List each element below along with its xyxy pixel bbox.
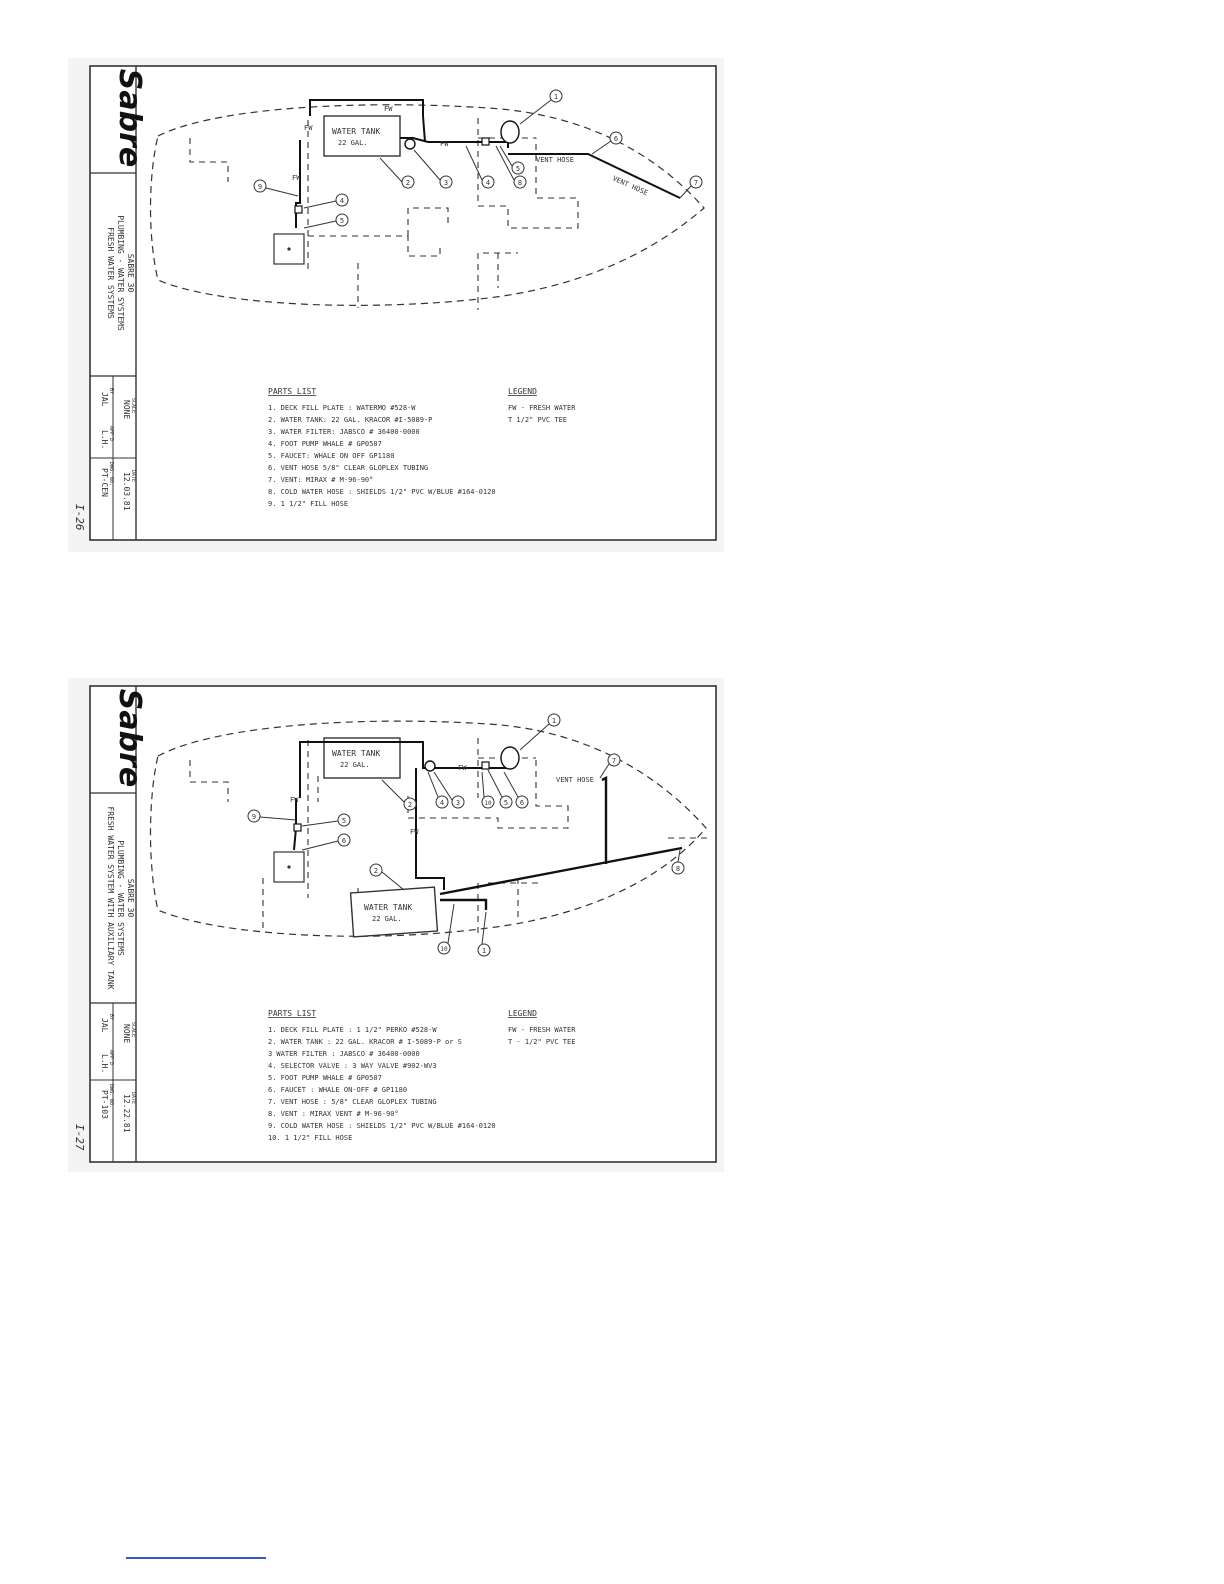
parts-list-item: 2. WATER TANK : 22 GAL. KRACOR # I-5089-P or S bbox=[268, 1038, 462, 1046]
fw-label: FW bbox=[384, 105, 393, 113]
parts-list-item: 10. 1 1/2" FILL HOSE bbox=[268, 1134, 353, 1142]
dwg-label: DWG. NO. bbox=[108, 462, 114, 487]
scale-value: NONE bbox=[122, 400, 131, 420]
drawing-sheet-1 bbox=[68, 58, 724, 552]
svg-text:9: 9 bbox=[251, 813, 257, 821]
sheet-title-line-2: PLUMBING - WATER SYSTEMS bbox=[116, 215, 125, 331]
parts-list-item: 4. SELECTOR VALVE : 3 WAY VALVE #902-WV3 bbox=[268, 1062, 437, 1070]
parts-list-item: 8. COLD WATER HOSE : SHIELDS 1/2" PVC W/BLUE #164-0120 bbox=[268, 488, 496, 496]
vent-hose-label: VENT HOSE bbox=[556, 776, 594, 784]
dwg-label: DWG. NO. bbox=[108, 1084, 114, 1109]
svg-text:5: 5 bbox=[515, 165, 521, 173]
svg-text:1: 1 bbox=[553, 93, 559, 101]
svg-text:2: 2 bbox=[405, 179, 411, 187]
fw-label: FW bbox=[458, 764, 467, 772]
legend-title: LEGEND bbox=[508, 1009, 537, 1018]
water-tank-label: WATER TANK bbox=[332, 127, 381, 136]
svg-text:7: 7 bbox=[693, 179, 699, 187]
pump-symbol bbox=[295, 206, 302, 213]
legend-title: LEGEND bbox=[508, 387, 537, 396]
scale-value: NONE bbox=[122, 1024, 131, 1044]
appd-label: APP'D bbox=[108, 426, 114, 442]
by-value: JAL bbox=[100, 1018, 109, 1033]
svg-text:6: 6 bbox=[341, 837, 347, 845]
svg-text:10: 10 bbox=[484, 800, 492, 807]
parts-list-item: 1. DECK FILL PLATE : WATERMO #528-W bbox=[268, 404, 416, 412]
legend-item: FW - FRESH WATER bbox=[508, 404, 576, 412]
by-label: BY bbox=[108, 1014, 114, 1021]
parts-list-item: 3 WATER FILTER : JABSCO # 36400-0000 bbox=[268, 1050, 420, 1058]
date-label: DATE bbox=[130, 470, 136, 483]
vent-hose-label: VENT HOSE bbox=[611, 174, 650, 198]
brand-logo: Sabre bbox=[112, 68, 147, 168]
by-value: JAL bbox=[100, 392, 109, 407]
sheet-title-line-1: SABRE 30 bbox=[126, 253, 135, 293]
date-value: 12.22.81 bbox=[122, 1094, 131, 1133]
scale-label: SCALE bbox=[130, 398, 136, 414]
filter-symbol bbox=[425, 761, 435, 771]
fw-label: FW bbox=[292, 174, 301, 182]
svg-text:5: 5 bbox=[341, 817, 347, 825]
svg-text:8: 8 bbox=[675, 865, 681, 873]
date-label: DATE bbox=[130, 1092, 136, 1105]
filter-symbol bbox=[405, 139, 415, 149]
appd-value: L.H. bbox=[100, 1054, 109, 1074]
deck-fill-symbol bbox=[501, 121, 519, 143]
brand-logo: Sabre bbox=[112, 688, 147, 788]
drawing-sheet-2 bbox=[68, 678, 724, 1172]
sheet-title-line-3: FRESH WATER SYSTEM WITH AUXILIARY TANK bbox=[106, 806, 115, 990]
auxiliary-tank-capacity: 22 GAL. bbox=[372, 915, 402, 923]
svg-text:2: 2 bbox=[373, 867, 379, 875]
water-tank-label: WATER TANK bbox=[332, 749, 381, 758]
svg-text:9: 9 bbox=[257, 183, 263, 191]
parts-list-item: 5. FOOT PUMP WHALE # GP0507 bbox=[268, 1074, 382, 1082]
svg-text:4: 4 bbox=[339, 197, 345, 205]
legend-item: T 1/2" PVC TEE bbox=[508, 416, 568, 424]
legend-item: FW - FRESH WATER bbox=[508, 1026, 576, 1034]
parts-list-title: PARTS LIST bbox=[268, 1009, 317, 1018]
parts-list-item: 8. VENT : MIRAX VENT # M-96-90° bbox=[268, 1110, 399, 1118]
appd-value: L.H. bbox=[100, 430, 109, 450]
svg-text:3: 3 bbox=[455, 799, 461, 807]
auxiliary-water-tank bbox=[351, 887, 438, 937]
svg-text:1: 1 bbox=[481, 947, 487, 955]
svg-text:6: 6 bbox=[613, 135, 619, 143]
drawing-sheet-2-svg bbox=[68, 678, 724, 1172]
fw-label: FW bbox=[290, 796, 299, 804]
page-number: I-27 bbox=[73, 1124, 86, 1151]
deck-fill-symbol bbox=[501, 747, 519, 769]
auxiliary-tank-label: WATER TANK bbox=[364, 903, 413, 912]
fw-label: FW bbox=[304, 124, 313, 132]
svg-text:3: 3 bbox=[443, 179, 449, 187]
date-value: 12.03.81 bbox=[122, 472, 131, 511]
parts-list-item: 4. FOOT PUMP WHALE # GP0507 bbox=[268, 440, 382, 448]
sheet-title-line-2: PLUMBING - WATER SYSTEMS bbox=[116, 840, 125, 956]
svg-text:4: 4 bbox=[485, 179, 491, 187]
pump-symbol bbox=[294, 824, 301, 831]
parts-list-item: 6. VENT HOSE 5/8" CLEAR GLOPLEX TUBING bbox=[268, 464, 429, 472]
drawing-sheet-1-svg bbox=[68, 58, 724, 552]
appd-label: APP'D bbox=[108, 1050, 114, 1066]
svg-text:10: 10 bbox=[440, 946, 448, 953]
svg-text:2: 2 bbox=[407, 801, 413, 809]
parts-list-item: 7. VENT HOSE : 5/8" CLEAR GLOPLEX TUBING bbox=[268, 1098, 437, 1106]
legend-item: T - 1/2" PVC TEE bbox=[508, 1038, 576, 1046]
page-number: I-26 bbox=[73, 504, 86, 531]
parts-list-item: 5. FAUCET: WHALE ON OFF GP1180 bbox=[268, 452, 395, 460]
parts-list-item: 6. FAUCET : WHALE ON-OFF # GP1180 bbox=[268, 1086, 408, 1094]
svg-text:5: 5 bbox=[339, 217, 345, 225]
scale-label: SCALE bbox=[130, 1022, 136, 1038]
parts-list-item: 2. WATER TANK: 22 GAL. KRACOR #I-5089-P bbox=[268, 416, 433, 424]
page-footer-link-underline[interactable] bbox=[126, 1557, 266, 1559]
svg-text:6: 6 bbox=[519, 799, 525, 807]
vent-hose-label: VENT HOSE bbox=[536, 156, 574, 164]
svg-text:8: 8 bbox=[517, 179, 523, 187]
parts-list-item: 1. DECK FILL PLATE : 1 1/2" PERKO #528-W bbox=[268, 1026, 437, 1034]
water-tank-capacity: 22 GAL. bbox=[340, 761, 370, 769]
parts-list-item: 3. WATER FILTER: JABSCO # 36400-0000 bbox=[268, 428, 420, 436]
water-tank bbox=[324, 116, 400, 156]
parts-list-item: 9. COLD WATER HOSE : SHIELDS 1/2" PVC W/BLUE #164-0120 bbox=[268, 1122, 496, 1130]
foot-pump-symbol bbox=[482, 138, 489, 145]
foot-pump-symbol bbox=[482, 762, 489, 769]
svg-text:4: 4 bbox=[439, 799, 445, 807]
svg-text:5: 5 bbox=[503, 799, 509, 807]
fw-label: FW bbox=[410, 828, 419, 836]
parts-list-title: PARTS LIST bbox=[268, 387, 317, 396]
fw-label: FW bbox=[440, 140, 449, 148]
water-tank bbox=[324, 738, 400, 778]
sheet-title-line-3: FRESH WATER SYSTEMS bbox=[106, 227, 115, 319]
parts-list-item: 7. VENT: MIRAX # M-96-90° bbox=[268, 476, 374, 484]
svg-text:7: 7 bbox=[611, 757, 617, 765]
svg-text:1: 1 bbox=[551, 717, 557, 725]
dwg-value: PT-103 bbox=[100, 1090, 109, 1119]
dwg-value: PT-CEN bbox=[100, 468, 109, 497]
water-tank-capacity: 22 GAL. bbox=[338, 139, 368, 147]
by-label: BY bbox=[108, 388, 114, 395]
sheet-title-line-1: SABRE 30 bbox=[126, 878, 135, 918]
parts-list-item: 9. 1 1/2" FILL HOSE bbox=[268, 500, 349, 508]
